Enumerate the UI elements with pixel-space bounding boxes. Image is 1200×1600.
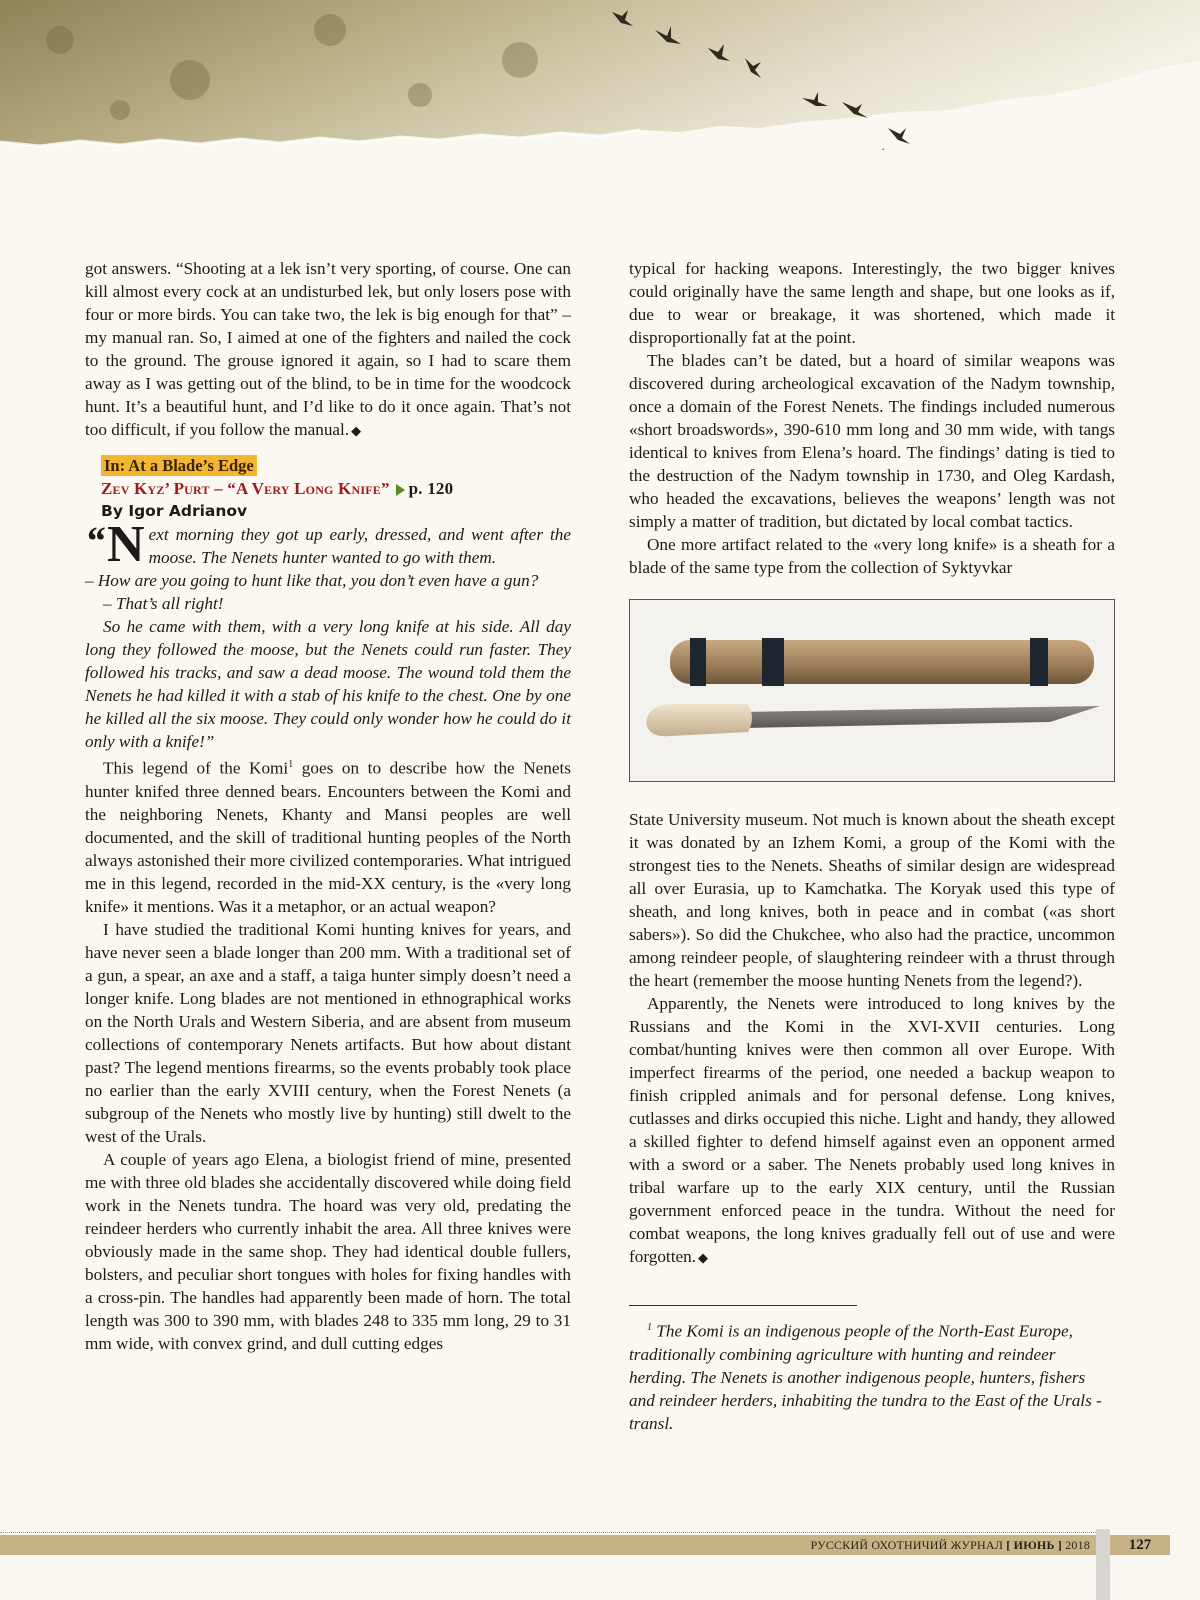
left-column [85,257,571,1355]
right-column [629,257,1115,1435]
quote-paragraph: – That’s all right! [103,594,224,613]
paragraph: A couple of years ago Elena, a biologist friend of mine, presented me with three old blades she accidentally discovered while doing field work in the Nenets tundra. The hoard was very old, predating the reindeer herders who currently inhabit the area. All three knives were obviously made in the same shop. They had identical double fullers, bolsters, and peculiar short tongues with holes for fixing handles with a cross-pin. The handles had apparently been made of horn. The total length was 300 to 390 mm, with blades 248 to 335 mm long, 29 to 31 mm wide, with convex grind, and dull cutting edges [85,1149,571,1353]
footnote: $^1$ The Komi is an indigenous people of the North-East Europe, traditionally combining agriculture with hunting and reindeer herding. The Nenets is another indigenous people, hunters, fishers and reindeer herders, inhabiting the tundra to the East of the Urals - transl. [629,1321,1102,1433]
quote-paragraph: – How are you going to hunt like that, you don’t even have a gun? [85,571,539,590]
footer-journal-info: РУССКИЙ ОХОТНИЧИЙ ЖУРНАЛ [ ИЮНЬ ] 2018 [810,1538,1090,1552]
article-author: By Igor Adrianov [101,502,248,520]
header-banner [0,0,1200,150]
paragraph: State University museum. Not much is known about the sheath except it was donated by an Izhem Komi, a group of the Komi with the strongest ties to the Nenets. Sheaths of similar design are widespread all over Eurasia, up to Kamchatka. The Koryak used this type of sheath, and long knives, both in peace and in combat («as short sabers»). So did the Chukchee, who also had the practice, uncommon among reindeer people, of slaughtering reindeer with a thrust through the heart (remember the moose hunting Nenets from the legend?). [629,810,1115,990]
drop-cap: N [107,516,145,573]
arrow-right-icon [396,484,405,496]
banner-illustration [0,0,1200,150]
open-quote-mark: “ [85,518,105,563]
quote-paragraph: So he came with them, with a very long knife at his side. All day long they followed the moose, but the Nenets could run faster. They followed his tracks, and saw a dead moose. The wound told them the Nenets he had killed it with a stab of his knife to the chest. One by one he killed all the six moose. They could only wonder how he could do it only with a knife!” [85,617,571,751]
cross-reference-page: p. 120 [408,479,454,498]
end-mark-icon: ◆ [698,1250,708,1265]
end-mark-icon: ◆ [351,423,362,438]
cross-reference-block [85,454,571,523]
footnote-ref: 1 [288,759,294,770]
page-number: 127 [1110,1535,1170,1555]
paragraph: typical for hacking weapons. Interestingly, the two bigger knives could originally have the same length and shape, but one looks as if, due to wear or breakage, it was shortened, which made it disproportionally fat at the point. [629,259,1115,347]
knife-sheath-illustration [630,600,1114,781]
paragraph: got answers. “Shooting at a lek isn’t very sporting, of course. One can kill almost every cock at an undisturbed lek, but only losers pose with four or more birds. You can take two, the lek is big enough for that” – my manual ran. So, I aimed at one of the fighters and nailed the cock to the ground. The grouse ignored it again, so I had to scare them away as I was getting out of the blind, to be in time for the woodcock hunt. It’s a beautiful hunt, and I’d like to do it once again. That’s not too difficult, if you follow the manual. ◆ [85,259,571,439]
legend-quote [85,516,571,753]
quote-paragraph: “ N ext morning they got up early, dressed, and went after the moose. The Nenets hunter wanted to go with them. [85,516,571,573]
page-edge-strip [1096,1529,1110,1600]
footnote-number: 1 [647,1322,652,1333]
paragraph: This legend of the Komi$^1$ goes on to describe how the Nenets hunter knifed three denned bears. Encounters between the Komi and the neighboring Nenets, Khanty and Mansi peoples are well documented, and the skill of traditional hunting peoples of the North always astonished their more civilized contemporaries. What intrigued me in this legend, recorded in the mid-XX century, is the «very long knife» it mentions. Was it a metaphor, or an actual weapon? [85,758,571,916]
cross-reference-title: Zev Kyz’ Purt – “A Very Long Knife” p. 120 [101,479,454,498]
knife-and-sheath-photo [629,599,1115,782]
paragraph: Apparently, the Nenets were introduced to long knives by the Russians and the Komi in the XVI-XVII centuries. Long combat/hunting knives were then common all over Europe. With imperfect firearms of the period, one needed a backup weapon to finish crippled animals and for personal defense. Long knives, cutlasses and dirks occupied this niche. Light and handy, they allowed a skilled fighter to defend himself against even an opponent armed with a sword or a saber. The Nenets probably used long knives in tribal warfare up to the early XIX century, until the Russian government enforced peace in the tundra. Without the need for combat weapons, the long knives gradually fell out of use and were forgotten. ◆ [629,994,1115,1266]
footnote-divider [629,1305,857,1306]
page-footer [0,1529,1200,1559]
cross-reference-tag: In: At a Blade’s Edge [101,455,257,476]
paragraph: I have studied the traditional Komi hunting knives for years, and have never seen a blade longer than 200 mm. With a traditional set of a gun, a spear, an axe and a staff, a taiga hunter simply doesn’t need a longer knife. Long blades are not mentioned in ethnographical works on the North Urals and Western Siberia, and are absent from museum collections of contemporary Nenets artifacts. But how about distant past? The legend mentions firearms, so the events probably took place no earlier than the early XVIII century, when the Forest Nenets (a subgroup of the Nenets who mostly live by hunting) still dwelt to the west of the Urals. [85,919,571,1146]
paragraph: One more artifact related to the «very long knife» is a sheath for a blade of the same type from the collection of Syktyvkar [629,535,1115,577]
paragraph: The blades can’t be dated, but a hoard of similar weapons was discovered during archeological excavation of the Nadym township, once a domain of the Forest Nenets. The findings included numerous «short broadswords», 390-610 mm long and 30 mm wide, with tangs identical to knives from Elena’s hoard. The findings’ dating is tied to the destruction of the Nadym township in 1730, and Oleg Kardash, who headed the excavations, believes the weapons’ length was not simply a matter of tradition, but dictated by local combat tactics. [629,351,1115,531]
